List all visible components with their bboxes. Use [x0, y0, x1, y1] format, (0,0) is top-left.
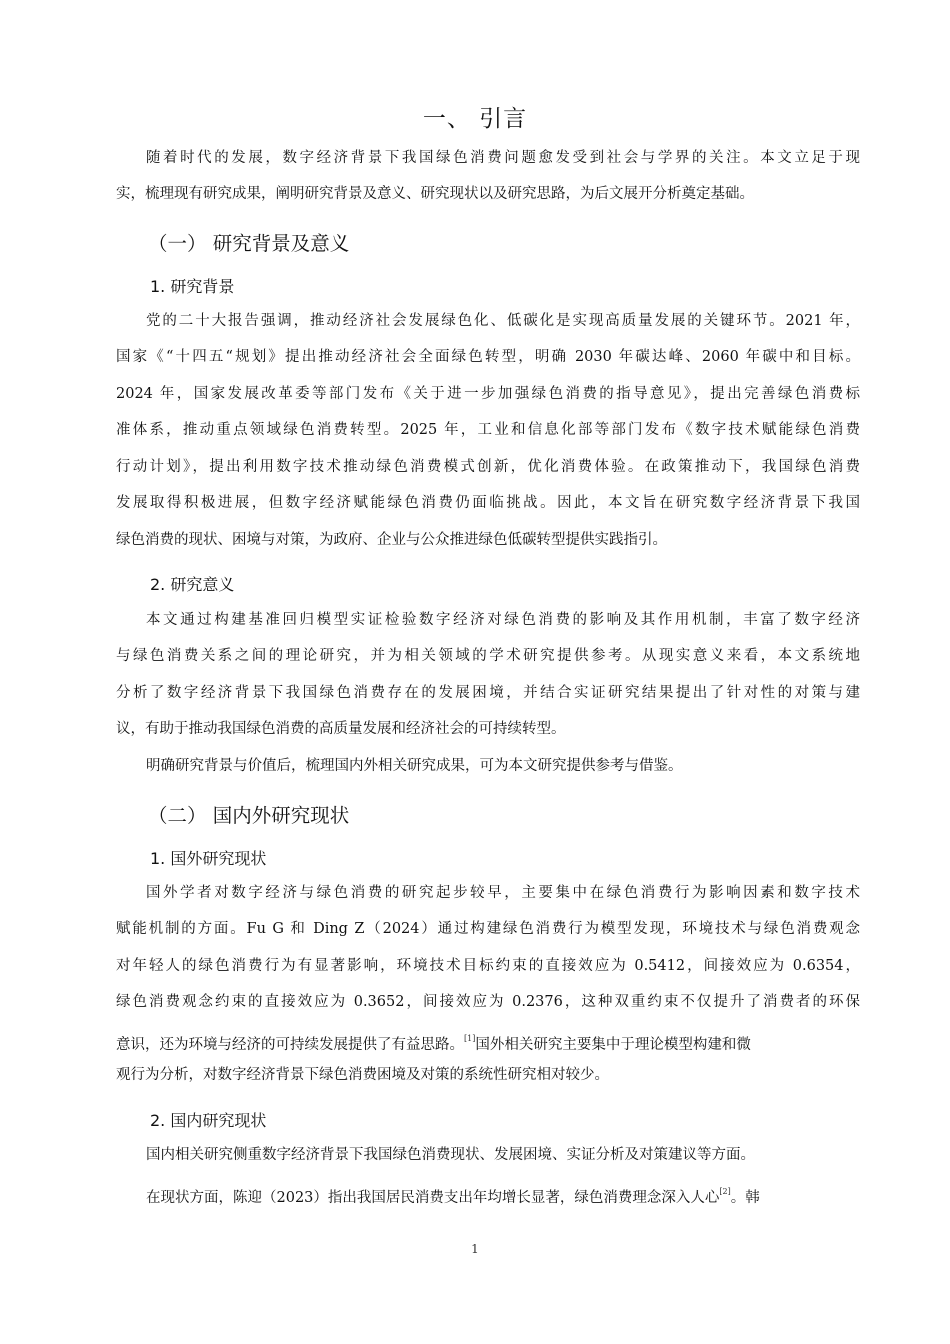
subsection-heading-background: 1. 研究背景 [150, 277, 235, 296]
chapter-heading: 一、 引言 [422, 106, 528, 132]
foreign-line-2: 赋能机制的方面。Fu G 和 Ding Z（2024）通过构建绿色消费行为模型发现，环境技术与绿色消费观念 [116, 921, 860, 937]
foreign-line-5-text-b: 国外相关研究主要集中于理论模型构建和微 [475, 1037, 751, 1053]
section-heading-background: （一） 研究背景及意义 [148, 232, 350, 255]
foreign-line-4: 绿色消费观念约束的直接效应为 0.3652，间接效应为 0.2376，这种双重约束不仅提升了消费者的环保 [116, 994, 860, 1010]
foreign-line-1: 国外学者对数字经济与绿色消费的研究起步较早，主要集中在绿色消费行为影响因素和数字技术 [146, 885, 860, 901]
background-line-6: 发展取得积极进展，但数字经济赋能绿色消费仍面临挑战。因此，本文旨在研究数字经济背景下我国 [116, 495, 860, 511]
intro-line-1: 随着时代的发展，数字经济背景下我国绿色消费问题愈发受到社会与学界的关注。本文立足于现 [146, 150, 860, 166]
subsection-heading-domestic: 2. 国内研究现状 [150, 1111, 267, 1130]
transition-line: 明确研究背景与价值后，梳理国内外相关研究成果，可为本文研究提供参考与借鉴。 [146, 758, 683, 774]
intro-line-2: 实，梳理现有研究成果，阐明研究背景及意义、研究现状以及研究思路，为后文展开分析奠定基础。 [116, 186, 754, 202]
significance-line-2: 与绿色消费关系之间的理论研究，并为相关领域的学术研究提供参考。从现实意义来看，本文系统地 [116, 648, 860, 664]
domestic-line-2-text-b: 。韩 [730, 1190, 760, 1206]
domestic-line-2 [146, 1182, 860, 1208]
background-line-3: 2024 年，国家发展改革委等部门发布《关于进一步加强绿色消费的指导意见》，提出完善绿色消费标 [116, 386, 860, 402]
page-number: 1 [471, 1242, 479, 1256]
foreign-line-3: 对年轻人的绿色消费行为有显著影响，环境技术目标约束的直接效应为 0.5412，间接效应为 0.6354， [116, 958, 860, 974]
foreign-line-6: 观行为分析，对数字经济背景下绿色消费困境及对策的系统性研究相对较少。 [116, 1067, 609, 1083]
section-heading-literature: （二） 国内外研究现状 [148, 804, 350, 827]
significance-line-4: 议，有助于推动我国绿色消费的高质量发展和经济社会的可持续转型。 [116, 721, 566, 737]
subsection-heading-significance: 2. 研究意义 [150, 575, 235, 594]
background-line-5: 行动计划》，提出利用数字技术推动绿色消费模式创新，优化消费体验。在政策推动下，我国绿色消费 [116, 459, 860, 475]
background-line-7: 绿色消费的现状、困境与对策，为政府、企业与公众推进绿色低碳转型提供实践指引。 [116, 532, 667, 548]
citation-ref-1[interactable]: [1] [464, 1034, 476, 1043]
foreign-line-5-text-a: 意识，还为环境与经济的可持续发展提供了有益思路。 [116, 1037, 464, 1053]
domestic-line-2-text-a: 在现状方面，陈迎（2023）指出我国居民消费支出年均增长显著，绿色消费理念深入人心 [146, 1190, 720, 1206]
citation-ref-2[interactable]: [2] [719, 1187, 731, 1196]
background-line-4: 准体系，推动重点领域绿色消费转型。2025 年，工业和信息化部等部门发布《数字技术赋能绿色消费 [116, 422, 860, 438]
foreign-line-5 [116, 1029, 860, 1055]
background-line-2: 国家《“十四五“规划》提出推动经济社会全面绿色转型，明确 2030 年碳达峰、2060 年碳中和目标。 [116, 349, 860, 365]
domestic-line-1: 国内相关研究侧重数字经济背景下我国绿色消费现状、发展困境、实证分析及对策建议等方面。 [146, 1147, 755, 1163]
significance-line-3: 分析了数字经济背景下我国绿色消费存在的发展困境，并结合实证研究结果提出了针对性的对策与建 [116, 685, 860, 701]
significance-line-1: 本文通过构建基准回归模型实证检验数字经济对绿色消费的影响及其作用机制，丰富了数字经济 [146, 612, 860, 628]
background-line-1: 党的二十大报告强调，推动经济社会发展绿色化、低碳化是实现高质量发展的关键环节。2021 年， [146, 313, 860, 329]
subsection-heading-foreign: 1. 国外研究现状 [150, 849, 267, 868]
